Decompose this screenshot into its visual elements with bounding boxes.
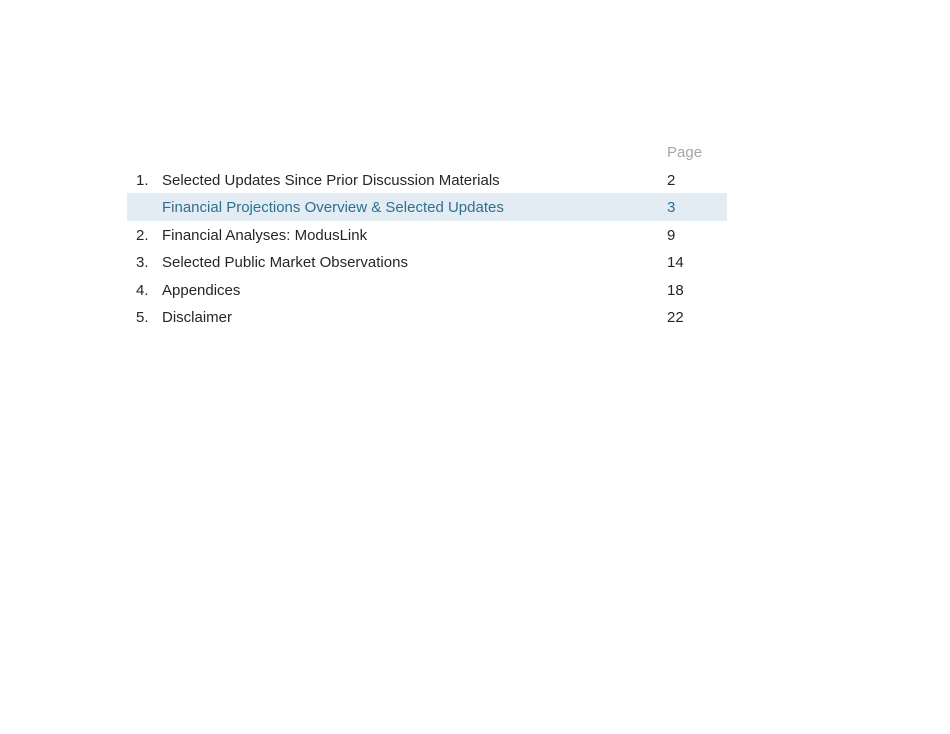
toc-row-title: Appendices (162, 281, 241, 299)
page-column-header: Page (667, 144, 703, 161)
toc-row[interactable] (127, 303, 727, 330)
toc-row[interactable] (127, 166, 727, 193)
table-of-contents (127, 140, 727, 330)
toc-row[interactable] (127, 221, 727, 248)
toc-row-page: 18 (667, 281, 684, 299)
toc-header (127, 140, 727, 166)
toc-row[interactable] (127, 276, 727, 303)
toc-row-title: Disclaimer (162, 308, 233, 326)
toc-row-number: 1. (136, 172, 149, 189)
toc-row-title: Financial Analyses: ModusLink (162, 226, 368, 244)
toc-row-title: Selected Updates Since Prior Discussion Materials (162, 172, 500, 189)
toc-row-number: 4. (136, 281, 149, 299)
toc-row-number: 2. (136, 226, 149, 244)
toc-row-page: 14 (667, 254, 684, 272)
toc-row-number: 3. (136, 254, 149, 272)
toc-row[interactable] (127, 248, 727, 275)
toc-row-page: 3 (667, 199, 676, 217)
toc-row-page: 9 (667, 226, 676, 244)
toc-row-page: 22 (667, 308, 684, 326)
toc-row-current[interactable] (127, 193, 727, 220)
toc-row-number: 5. (136, 308, 149, 326)
toc-row-title: Financial Projections Overview & Selected Updates (162, 199, 504, 217)
toc-row-page: 2 (667, 172, 676, 189)
toc-row-title: Selected Public Market Observations (162, 254, 408, 272)
